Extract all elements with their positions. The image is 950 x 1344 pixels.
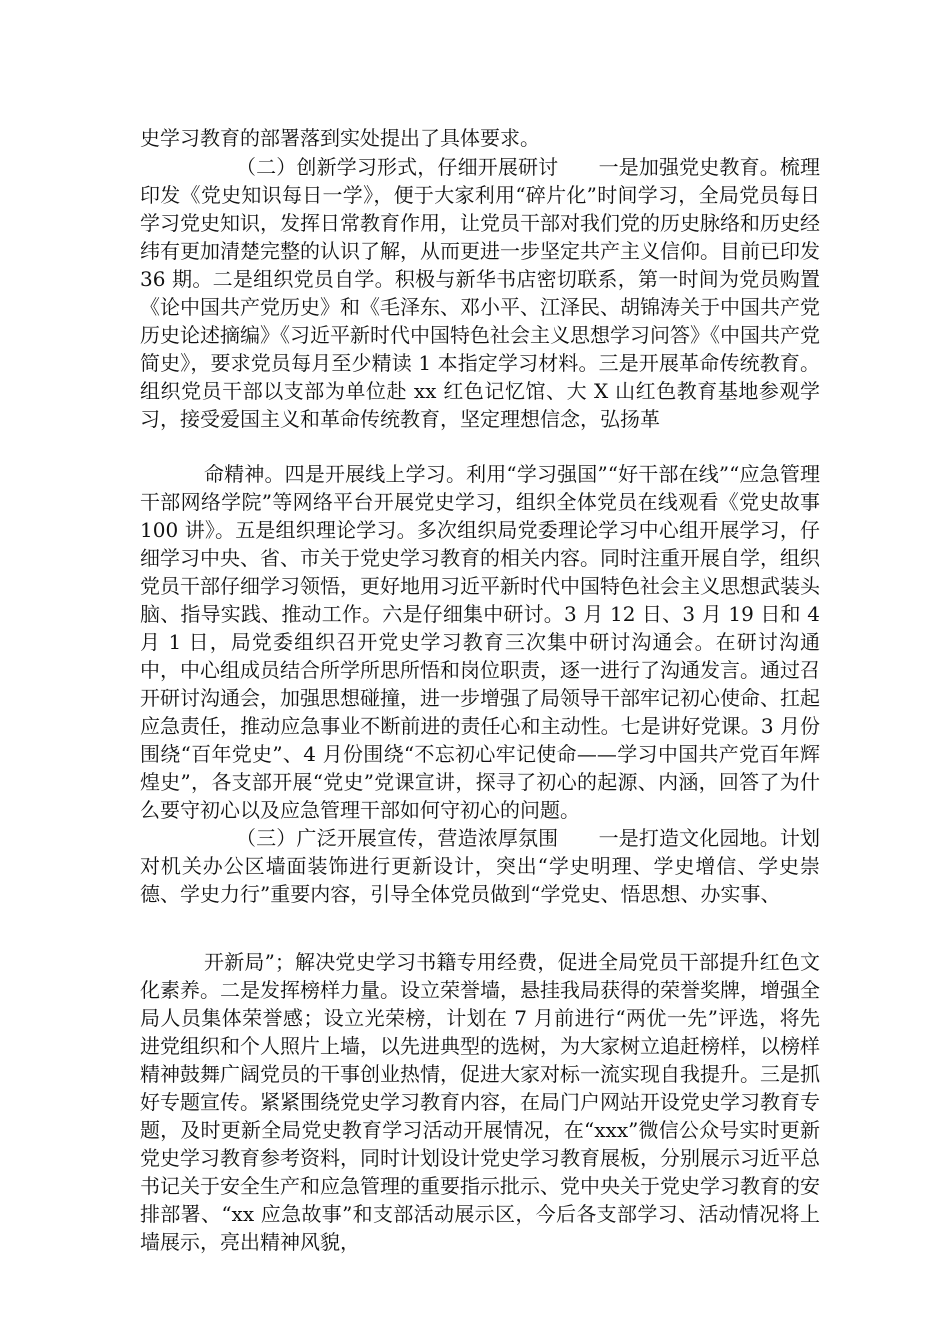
paragraph-continuation: 史学习教育的部署落到实处提出了具体要求。 bbox=[140, 126, 540, 150]
paragraph-section-two-continued: 命精神。四是开展线上学习。利用“学习强国”“好干部在线”“应急管理干部网络学院”等网络平台开展党史学习，组织全体党员在线观看《党史故事 100 讲》。五是组织理论学习。多次组织局党委理论学习中心组开展学习，仔细学习中央、省、市关于党史学习教育的相关内容。同时注重开展自学，组织党员干部仔细学习领悟，更好地用习近平新时代中国特色社会主义思想武装头脑、指导实践、推动工作。六是仔细集中研讨。3 月 12 日、3 月 19 日和 4 月 1 日，局党委组织召开党史学习教育三次集中研讨沟通会。在研讨沟通中，中心组成员结合所学所思所悟和岗位职责，逐一进行了沟通发言。通过召开研讨沟通会，加强思想碰撞，进一步增强了局领导干部牢记初心使命、扛起应急责任，推动应急事业不断前进的责任心和主动性。七是讲好党课。3 月份围绕“百年党史”、4 月份围绕“不忘初心牢记使命——学习中国共产党百年辉煌史”，各支部开展“党史”党课宣讲，探寻了初心的起源、内涵，回答了为什么要守初心以及应急管理干部如何守初心的问题。 bbox=[140, 462, 820, 822]
document-page bbox=[140, 0, 820, 1344]
paragraph-section-two: （二）创新学习形式，仔细开展研讨 一是加强党史教育。梳理印发《党史知识每日一学》，便于大家利用“碎片化”时间学习，全局党员每日学习党史知识，发挥日常教育作用，让党员干部对我们党的历史脉络和历史经纬有更加清楚完整的认识了解，从而更进一步坚定共产主义信仰。目前已印发 36 期。二是组织党员自学。积极与新华书店密切联系，第一时间为党员购置《论中国共产党历史》和《毛泽东、邓小平、江泽民、胡锦涛关于中国共产党历史论述摘编》《习近平新时代中国特色社会主义思想学习问答》《中国共产党简史》，要求党员每月至少精读 1 本指定学习材料。三是开展革命传统教育。组织党员干部以支部为单位赴 xx 红色记忆馆、大 X 山红色教育基地参观学习，接受爱国主义和革命传统教育，坚定理想信念，弘扬革 bbox=[140, 155, 820, 431]
paragraph-section-three-continued: 开新局”；解决党史学习书籍专用经费，促进全局党员干部提升红色文化素养。二是发挥榜样力量。设立荣誉墙，悬挂我局获得的荣誉奖牌，增强全局人员集体荣誉感；设立光荣榜，计划在 7 月前进行“两优一先”评选，将先进党组织和个人照片上墙，以先进典型的选树，为大家树立追赶榜样，以榜样精神鼓舞广阔党员的干事创业热情，促进大家对标一流实现自我提升。三是抓好专题宣传。紧紧围绕党史学习教育内容，在局门户网站开设党史学习教育专题，及时更新全局党史教育学习活动开展情况，在“xxx”微信公众号实时更新党史学习教育参考资料，同时计划设计党史学习教育展板，分别展示习近平总书记关于安全生产和应急管理的重要指示批示、党中央关于党史学习教育的安排部署、“xx 应急故事”和支部活动展示区，今后各支部学习、活动情况将上墙展示，亮出精神风貌， bbox=[140, 950, 820, 1254]
paragraph-section-three: （三）广泛开展宣传，营造浓厚氛围 一是打造文化园地。计划对机关办公区墙面装饰进行更新设计，突出“学史明理、学史增信、学史崇德、学史力行”重要内容，引导全体党员做到“学党史、悟思想、办实事、 bbox=[140, 826, 820, 906]
